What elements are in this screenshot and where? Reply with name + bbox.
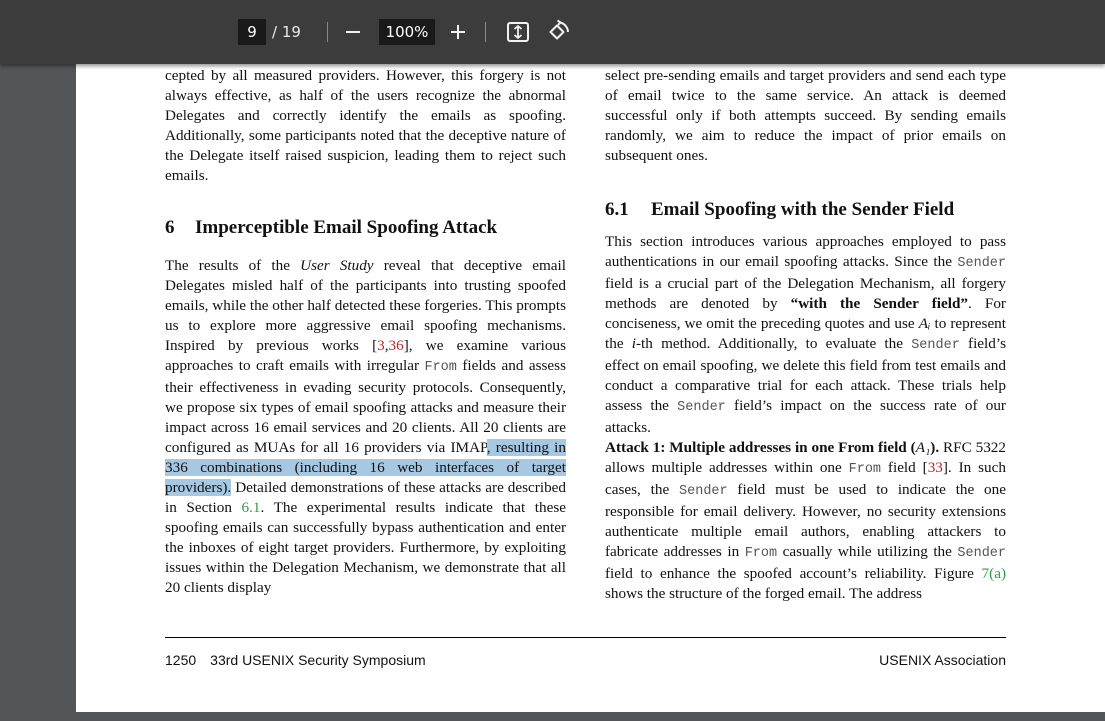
rotate-icon [544,18,572,46]
paragraph: cepted by all measured providers. However, this forgery is not always effective, as half of the users recognize the abnormal Delegates and correctly identify the emails as spoofing. Additionally, some participants noted that the deceptive nature of the Delegate itself raised suspicion, leading them to reject such emails. [165,67,566,184]
footer-rule [165,637,1006,638]
section-title: Imperceptible Email Spoofing Attack [195,217,498,238]
text-selection-highlight[interactable]: , resulting in 336 combinations (including 16 web interfaces of target providers). [165,439,566,496]
pdf-toolbar [0,0,1105,64]
paragraph: select pre-sending emails and target providers and send each type of email twice to the same service. An attack is deemed successful only if both attempts succeed. By sending emails randomly, we aim to reduce the impact of prior emails on subsequent ones. [605,67,1006,164]
section-link[interactable]: 6.1 [241,499,261,516]
paragraph: This section introduces various approaches employed to pass authentications in our email spoofing attacks. Since the Sender field is a crucial part of the Delegation Mechanism, all forgery methods are denoted by “with the Sender field”. For conciseness, we omit the preceding quotes and use Aᵢ to represent the i-th method. Additionally, to evaluate the Sender field’s effect on email spoofing, we delete this field from test emails and conduct a comparative trial for each attack. These trials help assess the Sender field’s impact on the success rate of our attacks. [605,233,1006,436]
page-total-label: / 19 [272,23,301,41]
citation-link[interactable]: 3 [377,337,385,354]
zoom-in-button[interactable] [445,19,471,45]
fit-page-icon [504,18,532,46]
subsection-heading [605,198,1006,222]
toolbar-divider [485,22,486,42]
left-column [165,66,566,598]
paragraph: The results of the User Study reveal that deceptive email Delegates misled half of the participants into trusting spoofed emails, while the other half detected these forgeries. This prompts us to explore more aggressive email spoofing mechanisms. Inspired by previous works [3,36], we examine various approaches to craft emails with irregular From fields and assess their effectiveness in evading security protocols. Consequently, we propose six types of email spoofing attacks and measure their impact across 16 email services and 20 clients. All 20 clients are configured as MUAs for all 16 providers via IMAP, resulting in 336 combinations (including 16 web interfaces of target providers). Detailed demonstrations of these attacks are described in Section 6.1. The experimental results indicate that these spoofing emails can successfully bypass authentication and enter the inboxes of eight target providers. Furthermore, by exploiting issues within the Delegation Mechanism, we demonstrate that all 20 clients display [165,257,567,596]
zoom-out-button[interactable] [340,19,366,45]
toolbar-divider [327,22,328,42]
rotate-button[interactable] [544,18,572,46]
venue-name: 33rd USENIX Security Symposium [210,652,426,668]
subsection-number: 6.1 [605,199,629,220]
page-number-input[interactable]: 9 [238,19,266,45]
paragraph: Attack 1: Multiple addresses in one From field (A₁). RFC 5322 allows multiple addresses within one From field [33]. In such cases, the Sender field must be used to indicate the one responsible for email delivery. However, no security extensions authenticate multiple email authors, enabling attackers to fabricate addresses in From casually while utilizing the Sender field to enhance the spoofed account’s reliability. Figure 7(a) shows the structure of the forged email. The address [605,439,1007,602]
page-number: 1250 [165,652,197,668]
subsection-title: Email Spoofing with the Sender Field [651,199,955,220]
section-number: 6 [165,217,175,238]
fit-page-button[interactable] [504,18,532,46]
page-footer-right: USENIX Association [879,652,1006,668]
zoom-level-input[interactable]: 100% [379,19,435,45]
citation-link[interactable]: 36 [388,337,404,354]
pdf-page [76,60,1105,712]
page-footer-left [165,652,426,668]
figure-link[interactable]: 7(a) [981,565,1006,582]
citation-link[interactable]: 33 [927,459,943,476]
section-heading [165,216,566,240]
right-column [605,66,1006,604]
